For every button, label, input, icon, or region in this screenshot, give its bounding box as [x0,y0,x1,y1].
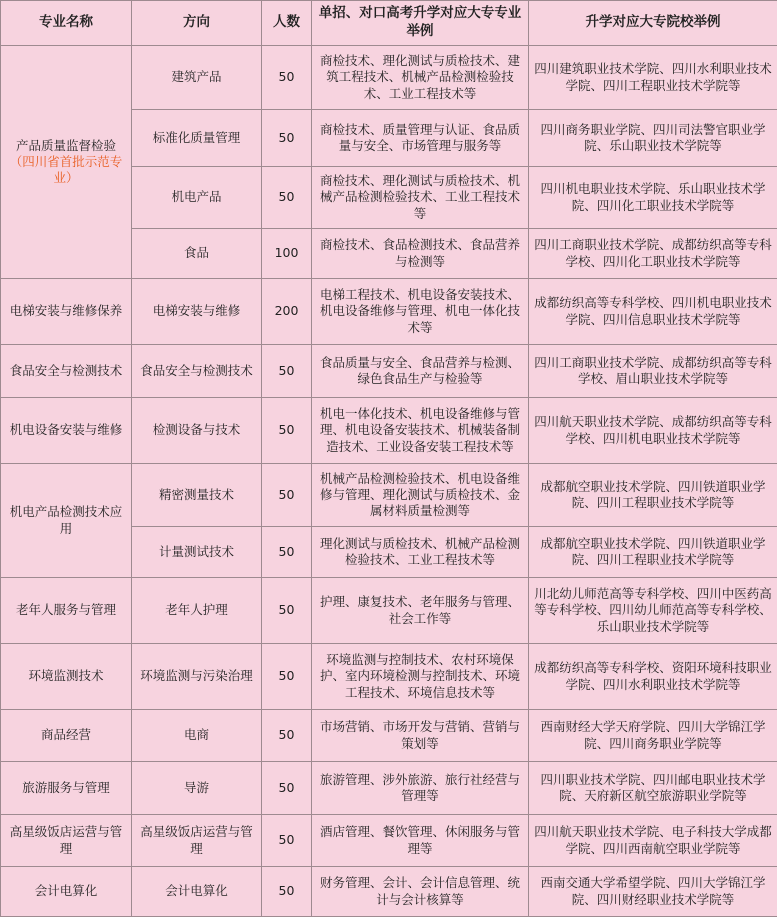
programs-cell: 商检技术、质量管理与认证、食品质量与安全、市场管理与服务等 [312,110,529,167]
major-cell: 商品经营 [1,710,132,762]
table-row [1,710,777,762]
schools-cell: 四川机电职业技术学院、乐山职业技术学院、四川化工职业技术学院等 [529,167,777,229]
count-cell: 50 [262,345,312,398]
programs-cell: 商检技术、理化测试与质检技术、机械产品检测检验技术、工业工程技术等 [312,167,529,229]
schools-cell: 成都航空职业技术学院、四川铁道职业学院、四川工程职业技术学院等 [529,527,777,578]
programs-cell: 电梯工程技术、机电设备安装技术、机电设备维修与管理、机电一体化技术等 [312,279,529,345]
header-direction: 方向 [132,1,262,46]
programs-cell: 市场营销、市场开发与营销、营销与策划等 [312,710,529,762]
direction-cell: 环境监测与污染治理 [132,644,262,710]
programs-cell: 商检技术、食品检测技术、食品营养与检测等 [312,229,529,279]
header-schools: 升学对应大专院校举例 [529,1,777,46]
count-cell: 50 [262,527,312,578]
direction-cell: 电梯安装与维修 [132,279,262,345]
schools-cell: 成都航空职业技术学院、四川铁道职业学院、四川工程职业技术学院等 [529,464,777,527]
direction-cell: 电商 [132,710,262,762]
major-cell: 电梯安装与维修保养 [1,279,132,345]
programs-cell: 酒店管理、餐饮管理、休闲服务与管理等 [312,815,529,867]
programs-cell: 护理、康复技术、老年服务与管理、社会工作等 [312,578,529,644]
count-cell: 50 [262,398,312,464]
count-cell: 200 [262,279,312,345]
major-cell: 高星级饭店运营与管理 [1,815,132,867]
table-row [1,398,777,464]
header-programs: 单招、对口高考升学对应大专专业举例 [312,1,529,46]
schools-cell: 四川建筑职业技术学院、四川水利职业技术学院、四川工程职业技术学院等 [529,46,777,110]
major-cell: 会计电算化 [1,867,132,917]
programs-cell: 理化测试与质检技术、机械产品检测检验技术、工业工程技术等 [312,527,529,578]
schools-cell: 四川航天职业技术学院、电子科技大学成都学院、四川西南航空职业学院等 [529,815,777,867]
direction-cell: 高星级饭店运营与管理 [132,815,262,867]
major-cell: 旅游服务与管理 [1,762,132,815]
major-cell: 食品安全与检测技术 [1,345,132,398]
direction-cell: 检测设备与技术 [132,398,262,464]
major-cell: 机电设备安装与维修 [1,398,132,464]
programs-cell: 财务管理、会计、会计信息管理、统计与会计核算等 [312,867,529,917]
programs-cell: 环境监测与控制技术、农村环境保护、室内环境检测与控制技术、环境工程技术、环境信息技术等 [312,644,529,710]
schools-cell: 四川航天职业技术学院、成都纺织高等专科学校、四川机电职业技术学院等 [529,398,777,464]
direction-cell: 建筑产品 [132,46,262,110]
direction-cell: 会计电算化 [132,867,262,917]
count-cell: 50 [262,167,312,229]
table-row [1,279,777,345]
direction-cell: 标准化质量管理 [132,110,262,167]
direction-cell: 精密测量技术 [132,464,262,527]
programs-cell: 机械产品检测检验技术、机电设备维修与管理、理化测试与质检技术、金属材料质量检测等 [312,464,529,527]
direction-cell: 食品 [132,229,262,279]
schools-cell: 川北幼儿师范高等专科学校、四川中医药高等专科学校、四川幼儿师范高等专科学校、乐山职业技术学院等 [529,578,777,644]
direction-cell: 食品安全与检测技术 [132,345,262,398]
major-cell: 机电产品检测技术应用 [1,464,132,578]
programs-cell: 旅游管理、涉外旅游、旅行社经营与管理等 [312,762,529,815]
direction-cell: 老年人护理 [132,578,262,644]
count-cell: 50 [262,644,312,710]
schools-cell: 西南交通大学希望学院、四川大学锦江学院、四川财经职业技术学院等 [529,867,777,917]
programs-cell: 食品质量与安全、食品营养与检测、绿色食品生产与检验等 [312,345,529,398]
table-row [1,464,777,527]
major-cell [1,46,132,279]
header-major: 专业名称 [1,1,132,46]
count-cell: 50 [262,867,312,917]
count-cell: 50 [262,762,312,815]
table-row [1,345,777,398]
count-cell: 100 [262,229,312,279]
major-cell: 环境监测技术 [1,644,132,710]
direction-cell: 计量测试技术 [132,527,262,578]
major-cell: 老年人服务与管理 [1,578,132,644]
direction-cell: 机电产品 [132,167,262,229]
count-cell: 50 [262,46,312,110]
table-row [1,815,777,867]
schools-cell: 成都纺织高等专科学校、资阳环境科技职业学院、四川水利职业技术学院等 [529,644,777,710]
major-note: （四川省首批示范专业） [5,154,127,187]
header-count: 人数 [262,1,312,46]
table-row [1,644,777,710]
schools-cell: 西南财经大学天府学院、四川大学锦江学院、四川商务职业学院等 [529,710,777,762]
major-name: 产品质量监督检验 [5,138,127,154]
schools-cell: 成都纺织高等专科学校、四川机电职业技术学院、四川信息职业技术学院等 [529,279,777,345]
programs-cell: 商检技术、理化测试与质检技术、建筑工程技术、机械产品检测检验技术、工业工程技术等 [312,46,529,110]
count-cell: 50 [262,110,312,167]
count-cell: 50 [262,464,312,527]
schools-cell: 四川职业技术学院、四川邮电职业技术学院、天府新区航空旅游职业学院等 [529,762,777,815]
table-row [1,762,777,815]
count-cell: 50 [262,578,312,644]
table-row [1,46,777,110]
direction-cell: 导游 [132,762,262,815]
schools-cell: 四川商务职业学院、四川司法警官职业学院、乐山职业技术学院等 [529,110,777,167]
schools-cell: 四川工商职业技术学院、成都纺织高等专科学校、眉山职业技术学院等 [529,345,777,398]
programs-cell: 机电一体化技术、机电设备维修与管理、机电设备安装技术、机械装备制造技术、工业设备安装工程技术等 [312,398,529,464]
count-cell: 50 [262,710,312,762]
table-row [1,578,777,644]
count-cell: 50 [262,815,312,867]
table-row [1,867,777,917]
header-row [1,1,777,46]
schools-cell: 四川工商职业技术学院、成都纺织高等专科学校、四川化工职业技术学院等 [529,229,777,279]
